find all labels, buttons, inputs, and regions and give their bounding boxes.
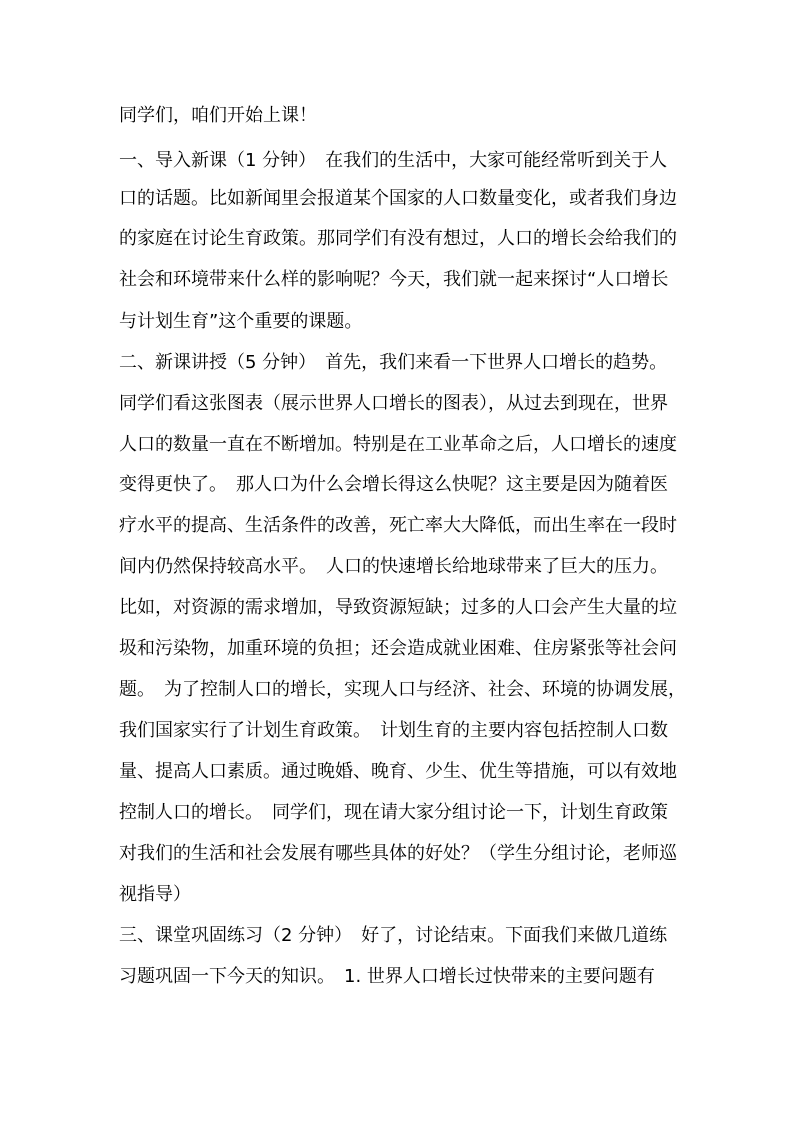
text-line-19: 对我们的生活和社会发展有哪些具体的好处？（学生分组讨论，老师巡 <box>119 843 677 864</box>
text-line-4: 的家庭在讨论生育政策。那同学们有没有想过，人口的增长会给我们的 <box>119 228 677 249</box>
text-line-22: 习题巩固一下今天的知识。 1. 世界人口增长过快带来的主要问题有 <box>119 966 655 987</box>
text-line-5: 社会和环境带来什么样的影响呢？今天，我们就一起来探讨“人口增长 <box>119 269 669 290</box>
text-line-16: 我们国家实行了计划生育政策。 计划生育的主要内容包括控制人口数 <box>119 720 668 741</box>
text-line-18: 控制人口的增长。 同学们，现在请大家分组讨论一下，计划生育政策 <box>119 802 668 823</box>
text-line-13: 比如，对资源的需求增加，导致资源短缺；过多的人口会产生大量的垃 <box>119 597 677 618</box>
text-line-2: 一、导入新课（1 分钟） 在我们的生活中，大家可能经常听到关于人 <box>119 150 668 171</box>
text-line-3: 口的话题。比如新闻里会报道某个国家的人口数量变化，或者我们身边 <box>119 188 677 209</box>
text-line-9: 人口的数量一直在不断增加。特别是在工业革命之后，人口增长的速度 <box>119 434 677 455</box>
text-line-7: 二、新课讲授（5 分钟） 首先，我们来看一下世界人口增长的趋势。 <box>119 352 668 373</box>
text-line-11: 疗水平的提高、生活条件的改善，死亡率大大降低，而出生率在一段时 <box>119 515 677 536</box>
text-line-6: 与计划生育”这个重要的课题。 <box>119 311 363 332</box>
text-line-15: 题。 为了控制人口的增长，实现人口与经济、社会、环境的协调发展， <box>119 679 686 700</box>
text-line-1: 同学们，咱们开始上课！ <box>119 105 317 126</box>
text-line-14: 圾和污染物，加重环境的负担；还会造成就业困难、住房紧张等社会问 <box>119 638 677 659</box>
text-line-17: 量、提高人口素质。通过晚婚、晚育、少生、优生等措施，可以有效地 <box>119 761 677 782</box>
text-line-12: 间内仍然保持较高水平。 人口的快速增长给地球带来了巨大的压力。 <box>119 556 668 577</box>
text-line-10: 变得更快了。 那人口为什么会增长得这么快呢？这主要是因为随着医 <box>119 474 668 495</box>
text-line-21: 三、课堂巩固练习（2 分钟） 好了，讨论结束。下面我们来做几道练 <box>119 925 668 946</box>
text-line-8: 同学们看这张图表（展示世界人口增长的图表），从过去到现在，世界 <box>119 393 668 414</box>
text-line-20: 视指导） <box>119 884 191 905</box>
